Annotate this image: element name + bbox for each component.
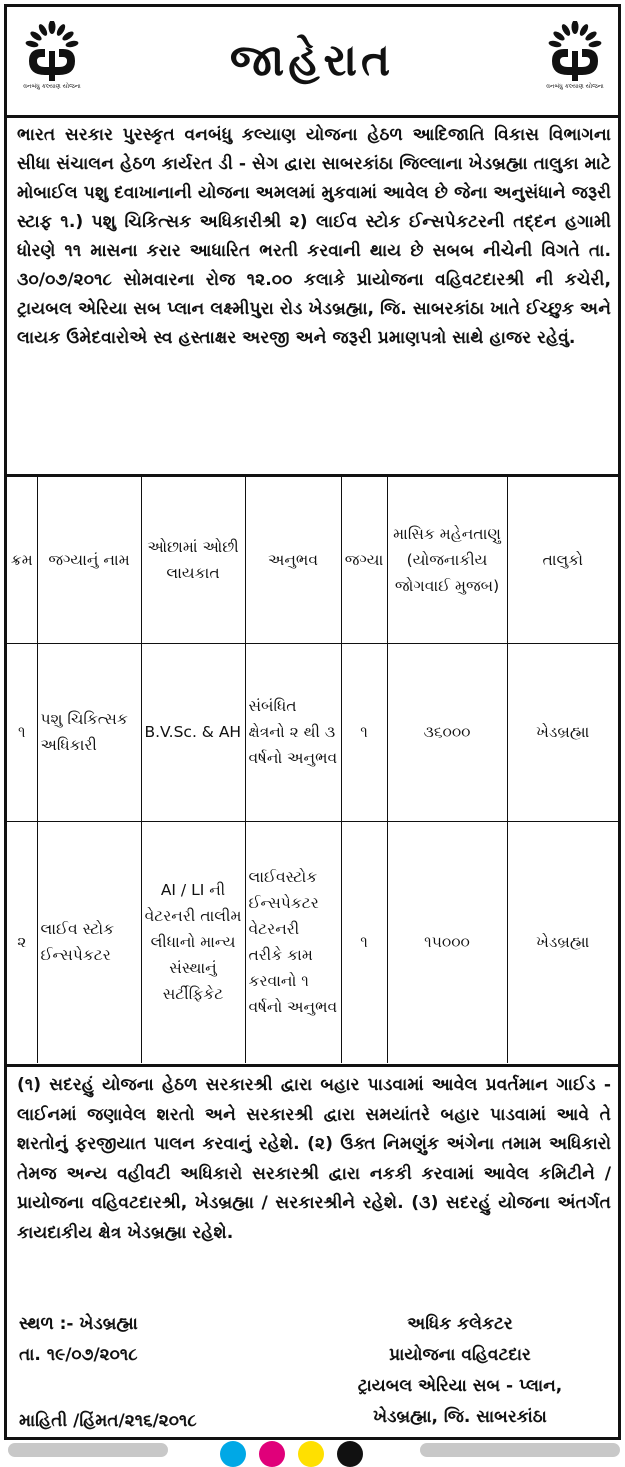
page-title: જાહેરાત <box>229 35 395 86</box>
vanbandhu-logo <box>542 21 608 101</box>
date: તા. ૧૯/૦૭/૨૦૧૮ <box>19 1345 138 1365</box>
row-qualification: AI / LI ની વેટરનરી તાલીમ લીધાનો માન્ય સંસ્થાનું સર્ટીફિકેટ <box>141 821 245 1063</box>
yellow-dot <box>298 1441 324 1467</box>
row-post: પશુ ચિકિત્સક અધિકારી <box>37 643 141 821</box>
place: સ્થળ :- ખેડબ્રહ્મા <box>19 1314 138 1334</box>
gray-bar <box>420 1443 620 1457</box>
footer <box>7 1309 618 1439</box>
header-serial: ક્રમ <box>7 477 37 643</box>
row-vacancies: ૧ <box>341 643 387 821</box>
black-dot <box>337 1441 363 1467</box>
terms-paragraph: (૧) સદરહું યોજના હેઠળ સરકારશ્રી દ્વારા બહાર પાડવામાં આવેલ પ્રવર્તમાન ગાઈડ - લાઈનમાં જણાવેલ શરતો અને સરકારશ્રી દ્વારા સમયાંતરે બહાર પાડવામાં આવે તે શરતોનું ફરજીયાત પાલન કરવાનું રહેશે. (૨) ઉક્ત નિમણુંક અંગેના તમામ અધિકારો તેમજ અન્ય વહીવટી અધિકારો સરકારશ્રી દ્વારા નકકી કરવામાં આવેલ કમિટીને / પ્રાયોજના વહિવટદારશ્રી, ખેડબ્રહ્મા / સરકારશ્રીને રહેશે. (૩) સદરહું યોજના અંતર્ગત કાયદાકીય ક્ષેત્ર ખેડબ્રહ્મા રહેશે. <box>17 1075 611 1243</box>
header-taluka: તાલુકો <box>507 477 618 643</box>
reference-number: માહિતી /હિંમત/૨૧૬/૨૦૧૮ <box>19 1411 197 1431</box>
signatory-line: પ્રાયોજના વહિવટદાર <box>389 1345 531 1365</box>
vacancy-table <box>7 477 618 1063</box>
intro-paragraph: ભારત સરકાર પુરસ્કૃત વનબંધુ કલ્યાણ યોજના હેઠળ આદિજાતિ વિકાસ વિભાગના સીધા સંચાલન હેઠળ કાર્યરત ડી - સેગ દ્વારા સાબરકાંઠા જિલ્લાના ખેડબ્રહ્મા તાલુકા માટે મોબાઈલ પશુ દવાખાનાની યોજના અમલમાં મુકવામાં આવેલ છે જેના અનુસંધાને જરૂરી સ્ટાફ ૧.) પશુ ચિકિત્સક અધિકારીશ્રી ૨) લાઈવ સ્ટોક ઈન્સપેકટરની તદ્દન હગામી ધોરણે ૧૧ માસના કરાર આધારિત ભરતી કરવાની થાય છે સબબ નીચેની વિગતે તા. ૩૦/૦૭/૨૦૧૮ સોમવારના રોજ ૧૨.૦૦ કલાકે પ્રાયોજના વહિવટદારશ્રી ની કચેરી, ટ્રાયબલ એરિયા સબ પ્લાન લક્ષ્મીપુરા રોડ ખેડબ્રહ્મા, જિ. સાબરકાંઠા ખાતે ઈચ્છુક અને લાયક ઉમેદવારોએ સ્વ હસ્તાક્ષર અરજી અને જરૂરી પ્રમાણપત્રો સાથે હાજર રહેવું. <box>17 125 611 348</box>
header-post: જગ્યાનું નામ <box>37 477 141 643</box>
cyan-dot <box>220 1441 246 1467</box>
divider <box>7 1064 618 1067</box>
row-serial: ૨ <box>7 821 37 1063</box>
signatory-line: ખેડબ્રહ્મા, જિ. સાબરકાંઠા <box>373 1407 547 1427</box>
row-taluka: ખેડબ્રહ્મા <box>507 643 618 821</box>
divider <box>7 115 618 118</box>
table-header-row <box>7 477 618 643</box>
signatory-block <box>307 1309 613 1433</box>
magenta-dot <box>259 1441 285 1467</box>
row-vacancies: ૧ <box>341 821 387 1063</box>
vanbandhu-logo <box>19 21 85 101</box>
row-qualification: B.V.Sc. & AH <box>141 643 245 821</box>
row-salary: ૧૫૦૦૦ <box>387 821 507 1063</box>
row-experience: લાઈવસ્ટોક ઈન્સપેકટર વેટરનરી તરીકે કામ કરવાનો ૧ વર્ષનો અનુભવ <box>245 821 341 1063</box>
signatory-line: અધિક કલેકટર <box>407 1314 513 1334</box>
header <box>7 7 618 115</box>
header-salary: માસિક મહેનતાણુ (યોજનાકીય જોગવાઈ મુજબ) <box>387 477 507 643</box>
table-row <box>7 643 618 821</box>
row-experience: સંબંધિત ક્ષેત્રનો ૨ થી ૩ વર્ષનો અનુભવ <box>245 643 341 821</box>
row-serial: ૧ <box>7 643 37 821</box>
row-post: લાઈવ સ્ટોક ઈન્સપેકટર <box>37 821 141 1063</box>
table-row <box>7 821 618 1063</box>
header-qualification: ઓછામાં ઓછી લાયકાત <box>141 477 245 643</box>
advertisement-frame <box>4 4 621 1440</box>
logo-caption: વનબંધુ કલ્યાણ યોજના <box>23 83 81 90</box>
header-experience: અનુભવ <box>245 477 341 643</box>
signatory-line: ટ્રાયબલ એરિયા સબ - પ્લાન, <box>357 1376 563 1396</box>
header-vacancies: જગ્યા <box>341 477 387 643</box>
gray-bar <box>8 1443 168 1457</box>
place-date-block <box>19 1309 138 1371</box>
row-taluka: ખેડબ્રહ્મા <box>507 821 618 1063</box>
row-salary: ૩૬૦૦૦ <box>387 643 507 821</box>
logo-caption: વનબંધુ કલ્યાણ યોજના <box>546 83 604 90</box>
print-color-strip <box>0 1441 625 1452</box>
